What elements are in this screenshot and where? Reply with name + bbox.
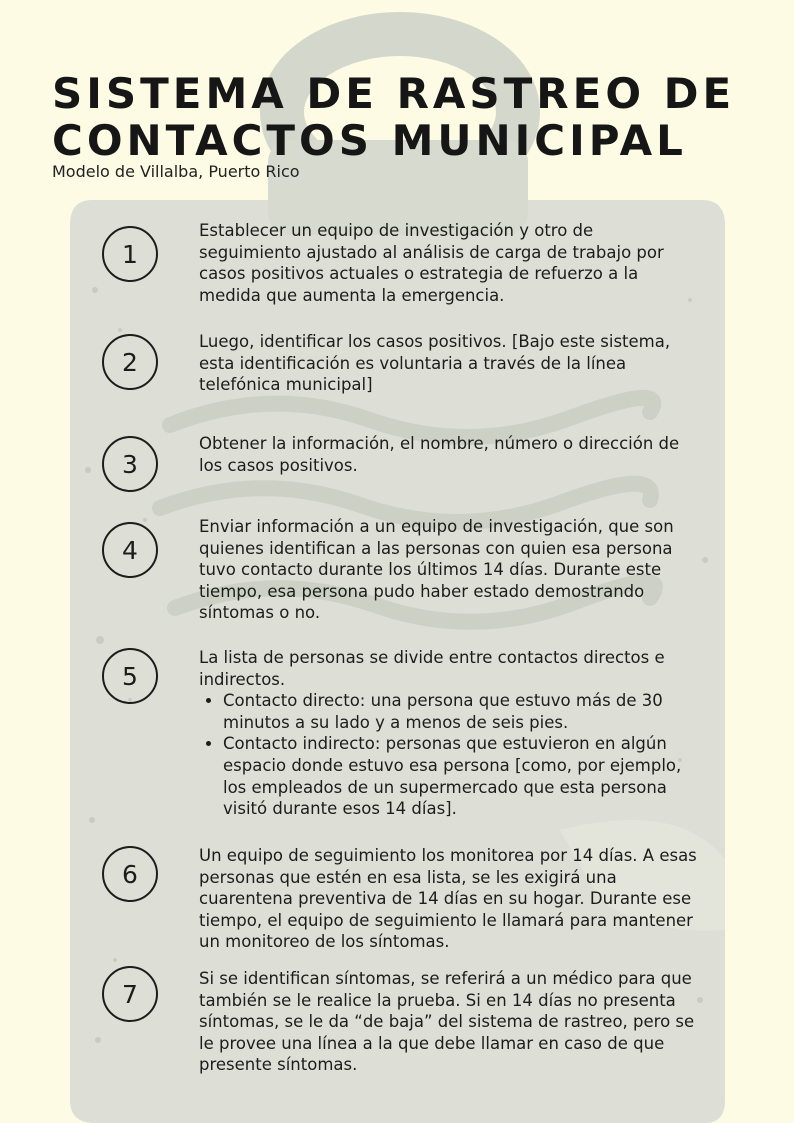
step-2-text xyxy=(199,331,699,396)
step-2-number: 2 xyxy=(102,334,158,390)
step-5-bullet-list xyxy=(199,690,699,820)
step-2-paragraph: Luego, identificar los casos positivos. [Bajo este sistema, esta identificación es voluntaria a través de la línea telefónica municipal] xyxy=(199,332,671,395)
step-3-text xyxy=(199,433,699,476)
step-6-paragraph: Un equipo de seguimiento los monitorea por 14 días. A esas personas que estén en esa lista, se les exigirá una cuarentena preventiva de 14 días en su hogar. Durante ese tiempo, el equipo de seguimiento le llamará para mantener un monitoreo de los síntomas. xyxy=(199,846,697,952)
page-title xyxy=(52,70,735,164)
step-4-text xyxy=(199,516,699,624)
step-1-paragraph: Establecer un equipo de investigación y otro de seguimiento ajustado al análisis de carga de trabajo por casos positivos actuales o estrategia de refuerzo a la medida que aumenta la emergencia. xyxy=(199,221,664,305)
step-6-text xyxy=(199,845,699,953)
step-7-number: 7 xyxy=(102,966,158,1022)
title-line-2: CONTACTOS MUNICIPAL xyxy=(52,116,687,165)
step-5-paragraph: La lista de personas se divide entre contactos directos e indirectos. xyxy=(199,648,665,689)
step-4-paragraph: Enviar información a un equipo de investigación, que son quienes identifican a las personas con quien esa persona tuvo contacto durante los últimos 14 días. Durante este tiempo, esa persona pudo haber estado demostrando síntomas o no. xyxy=(199,517,674,623)
step-3-paragraph: Obtener la información, el nombre, número o dirección de los casos positivos. xyxy=(199,434,680,475)
step-4-number: 4 xyxy=(102,522,158,578)
step-1-text xyxy=(199,220,699,306)
list-item: • Contacto directo: una persona que estuvo más de 30 minutos a su lado y a menos de seis pies. xyxy=(223,690,699,733)
title-line-1: SISTEMA DE RASTREO DE xyxy=(52,69,736,118)
step-3-number: 3 xyxy=(102,436,158,492)
step-7-paragraph: Si se identifican síntomas, se referirá a un médico para que también se le realice la prueba. Si en 14 días no presenta síntomas, se le da “de baja” del sistema de rastreo, pero se le provee una línea a la que debe llamar en caso de que presente síntomas. xyxy=(199,969,695,1075)
step-6-number: 6 xyxy=(102,846,158,902)
list-item: • Contacto indirecto: personas que estuvieron en algún espacio donde estuvo esa persona [como, por ejemplo, los empleados de un supermercado que esta persona visitó durante esos 14 días]. xyxy=(223,733,699,819)
subtitle: Modelo de Villalba, Puerto Rico xyxy=(52,162,300,181)
step-5-text xyxy=(199,647,699,820)
step-1-number: 1 xyxy=(102,226,158,282)
step-5-number: 5 xyxy=(102,648,158,704)
step-7-text xyxy=(199,968,699,1076)
